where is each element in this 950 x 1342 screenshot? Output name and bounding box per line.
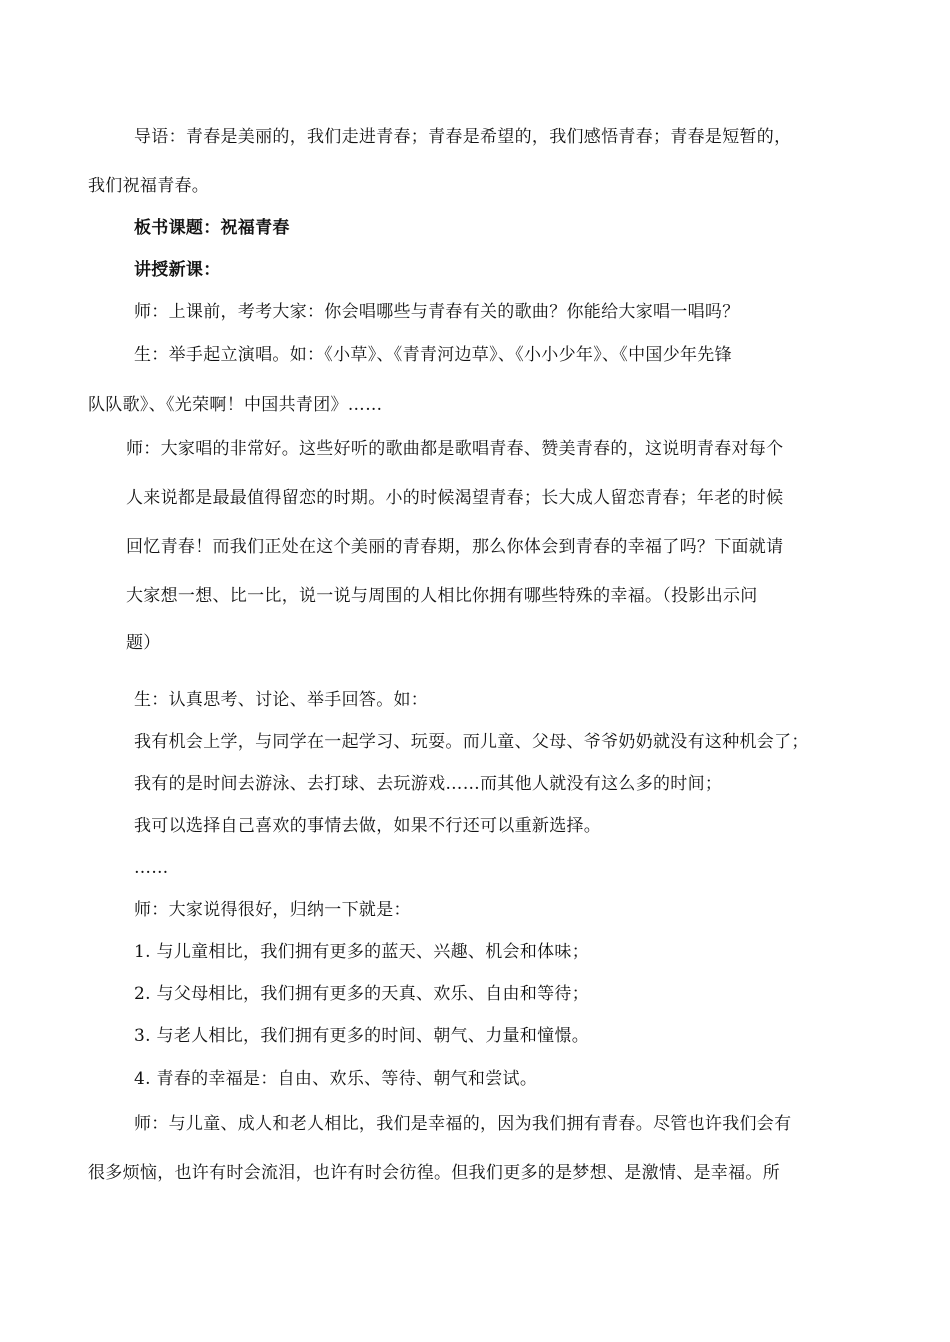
student-think-line: 生：认真思考、讨论、举手回答。如： <box>134 690 429 710</box>
teacher-conclusion-line-2: 很多烦恼，也许有时会流泪，也许有时会彷徨。但我们更多的是梦想、是激情、是幸福。所 <box>88 1163 780 1183</box>
intro-line-2: 我们祝福青春。 <box>88 176 210 196</box>
teacher-remark-line-3: 回忆青春！而我们正处在这个美丽的青春期，那么你体会到青春的幸福了吗？下面就请 <box>126 537 784 557</box>
intro-line-1: 导语：青春是美丽的，我们走进青春；青春是希望的，我们感悟青春；青春是短暂的， <box>134 127 792 147</box>
student-example-1: 我有机会上学，与同学在一起学习、玩耍。而儿童、父母、爷爷奶奶就没有这种机会了； <box>134 732 809 752</box>
student-example-2: 我有的是时间去游泳、去打球、去玩游戏……而其他人就没有这么多的时间； <box>134 774 723 794</box>
teacher-question: 师：上课前，考考大家：你会唱哪些与青春有关的歌曲？你能给大家唱一唱吗？ <box>134 302 740 322</box>
summary-item-4: 4. 青春的幸福是：自由、欢乐、等待、朝气和尝试。 <box>134 1069 538 1089</box>
ellipsis-line: …… <box>134 858 169 878</box>
teacher-remark-line-2: 人来说都是最最值得留恋的时期。小的时候渴望青春；长大成人留恋青春；年老的时候 <box>126 488 784 508</box>
teacher-summary-intro: 师：大家说得很好，归纳一下就是： <box>134 900 411 920</box>
teacher-remark-line-1: 师：大家唱的非常好。这些好听的歌曲都是歌唱青春、赞美青春的，这说明青春对每个 <box>126 439 784 459</box>
student-example-3: 我可以选择自己喜欢的事情去做，如果不行还可以重新选择。 <box>134 816 602 836</box>
summary-item-3: 3. 与老人相比，我们拥有更多的时间、朝气、力量和憧憬。 <box>134 1026 590 1046</box>
student-answer-line-2: 队队歌》、《光荣啊！中国共青团》…… <box>88 395 383 415</box>
student-answer-line-1: 生：举手起立演唱。如：《小草》、《青青河边草》、《小小少年》、《中国少年先锋 <box>134 345 732 365</box>
teacher-remark-line-5: 题） <box>126 633 161 653</box>
new-lesson-heading: 讲授新课： <box>134 260 221 280</box>
summary-item-2: 2. 与父母相比，我们拥有更多的天真、欢乐、自由和等待； <box>134 984 590 1004</box>
teacher-conclusion-line-1: 师：与儿童、成人和老人相比，我们是幸福的，因为我们拥有青春。尽管也许我们会有 <box>134 1114 792 1134</box>
teacher-remark-line-4: 大家想一想、比一比，说一说与周围的人相比你拥有哪些特殊的幸福。（投影出示问 <box>126 586 758 606</box>
summary-item-1: 1. 与儿童相比，我们拥有更多的蓝天、兴趣、机会和体味； <box>134 942 590 962</box>
board-title: 板书课题：祝福青春 <box>134 218 290 238</box>
